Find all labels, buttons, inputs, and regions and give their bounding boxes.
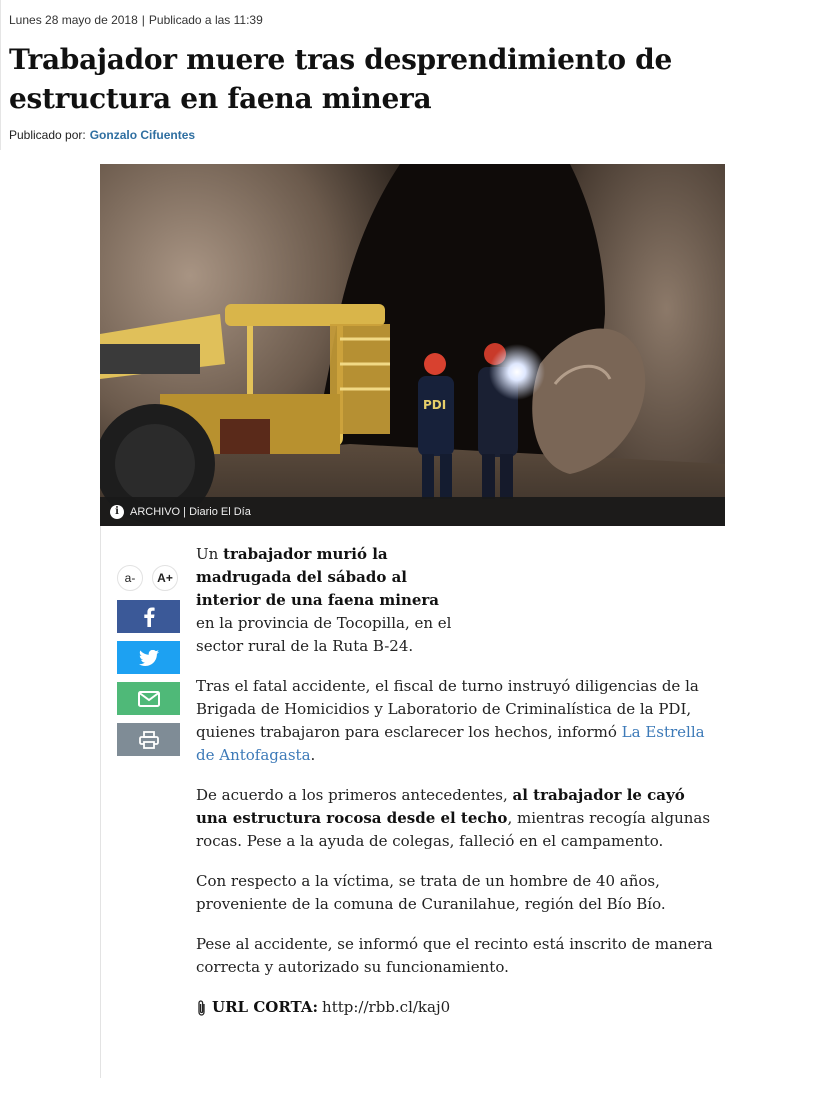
email-share-button[interactable] xyxy=(117,682,180,715)
info-icon: i xyxy=(110,505,124,519)
article-body xyxy=(196,543,716,1019)
photo-caption: ARCHIVO | Diario El Día xyxy=(130,505,251,518)
twitter-share-button[interactable] xyxy=(117,641,180,674)
meta-separator: | xyxy=(141,13,145,27)
left-rule xyxy=(0,0,1,150)
p2-end: . xyxy=(310,746,316,764)
paragraph-3 xyxy=(196,784,716,853)
mine-tunnel-photo xyxy=(100,164,725,526)
twitter-icon xyxy=(139,650,159,666)
font-increase-button[interactable]: A+ xyxy=(152,565,178,591)
author-link[interactable]: Gonzalo Cifuentes xyxy=(89,128,196,142)
short-url-label: URL CORTA: xyxy=(212,998,319,1016)
printer-icon xyxy=(139,731,159,749)
p3-intro: De acuerdo a los primeros antecedentes, xyxy=(196,786,513,804)
article-meta xyxy=(9,13,263,27)
facebook-icon xyxy=(143,607,155,627)
body-rule xyxy=(100,538,101,1078)
print-button[interactable] xyxy=(117,723,180,756)
p1-highlight: trabajador murió la madrugada del sábado al interior de una faena minera xyxy=(196,545,440,609)
paragraph-1 xyxy=(196,543,461,658)
font-decrease-button[interactable]: a- xyxy=(117,565,143,591)
p3-highlight: al trabajador le cayó una estructura rocosa desde el techo xyxy=(196,786,685,827)
envelope-icon xyxy=(138,691,160,707)
publish-time: Publicado a las 11:39 xyxy=(148,13,263,27)
p1-intro: Un xyxy=(196,545,224,563)
source-link[interactable]: La Estrella de Antofagasta xyxy=(196,723,705,764)
paperclip-icon xyxy=(196,999,208,1017)
pdi-badge: PDI xyxy=(423,398,447,412)
paragraph-2 xyxy=(196,675,716,767)
publish-date: Lunes 28 mayo de 2018 xyxy=(9,13,138,27)
byline xyxy=(9,128,195,142)
paragraph-5: Pese al accidente, se informó que el recinto está inscrito de manera correcta y autorizado su funcionamiento. xyxy=(196,935,713,976)
p1-end: en la provincia de Tocopilla, en el sector rural de la Ruta B-24. xyxy=(196,614,452,655)
font-size-controls xyxy=(117,564,178,592)
short-url-value[interactable]: http://rbb.cl/kaj0 xyxy=(322,998,451,1016)
byline-label: Publicado por: xyxy=(9,128,86,142)
facebook-share-button[interactable] xyxy=(117,600,180,633)
photo-caption-bar xyxy=(100,497,725,526)
short-url xyxy=(196,996,716,1019)
article-headline: Trabajador muere tras desprendimiento de estructura en faena minera xyxy=(9,43,672,115)
p3-end: , mientras recogía algunas rocas. Pese a la ayuda de colegas, falleció en el campamento. xyxy=(196,809,711,850)
p2-text: Tras el fatal accidente, el fiscal de turno instruyó diligencias de la Brigada de Homicidios y Laboratorio de Criminalística de la PDI, quienes trabajaron para esclarecer los hechos, informó xyxy=(196,677,699,741)
article-photo xyxy=(100,164,725,526)
paragraph-4: Con respecto a la víctima, se trata de un hombre de 40 años, proveniente de la comuna de Curanilahue, región del Bío Bío. xyxy=(196,872,666,913)
